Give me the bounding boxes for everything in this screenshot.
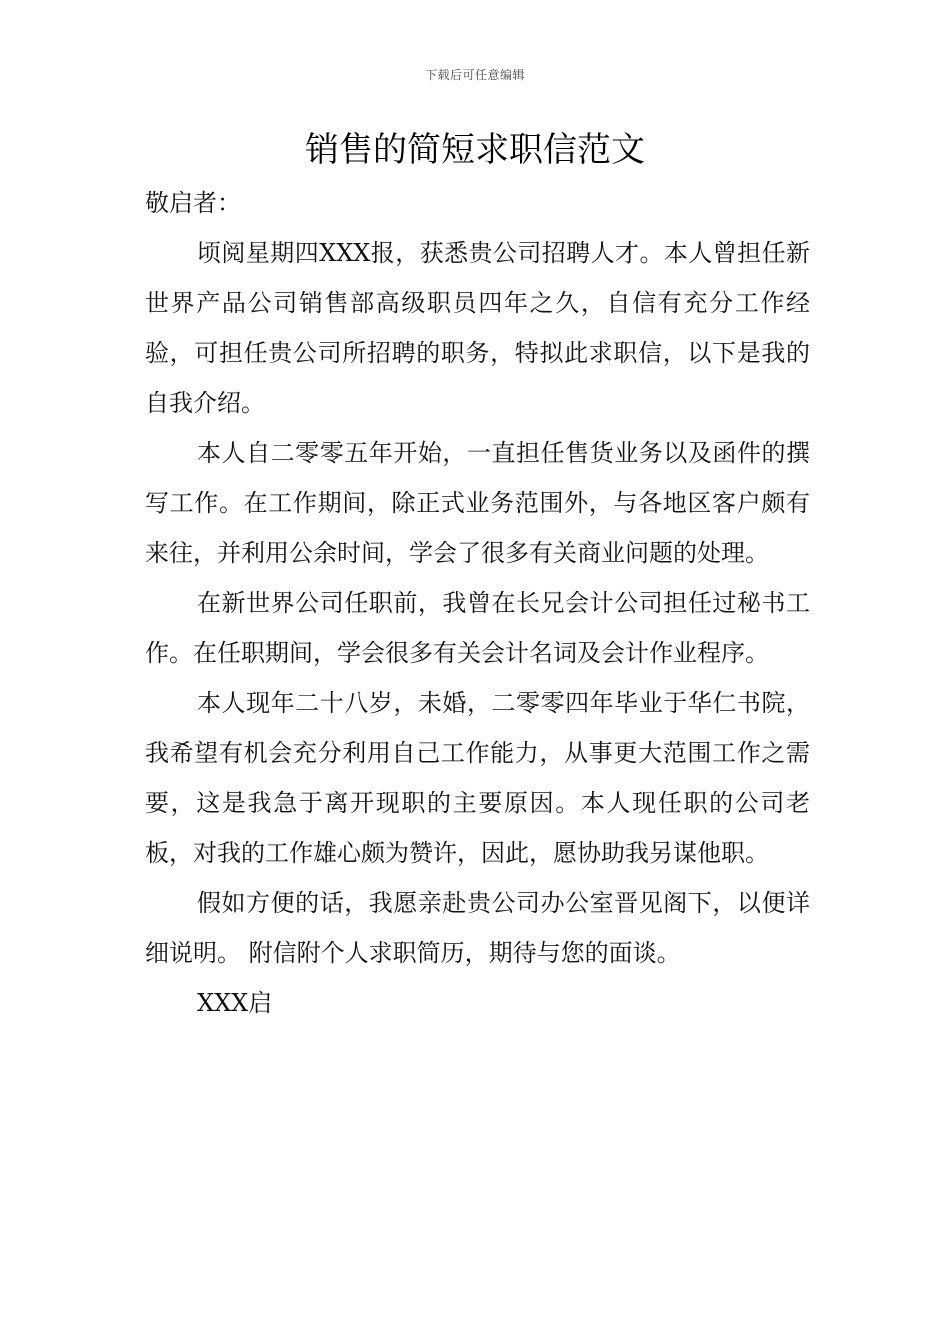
header-note: 下载后可任意编辑 [424, 68, 525, 82]
paragraph-previous-job: 在新世界公司任职前，我曾在长兄会计公司担任过秘书工作。在任职期间，学会很多有关会计名词及会计作业程序。 [145, 589, 810, 667]
signature: XXX启 [197, 989, 273, 1017]
paragraph-personal: 本人现年二十八岁，未婚，二零零四年毕业于华仁书院，我希望有机会充分利用自己工作能力，从事更大范围工作之需要，这是我急于离开现职的主要原因。本人现任职的公司老板，对我的工作雄心颇为赞许，因此，愿协助我另谋他职。 [145, 689, 810, 867]
salutation: 敬启者： [145, 189, 241, 217]
paragraph-experience: 本人自二零零五年开始，一直担任售货业务以及函件的撰写工作。在工作期间，除正式业务范围外，与各地区客户颇有来往，并利用公余时间，学会了很多有关商业问题的处理。 [145, 439, 810, 567]
paragraph-intro: 顷阅星期四XXX报，获悉贵公司招聘人才。本人曾担任新世界产品公司销售部高级职员四年之久，自信有充分工作经验，可担任贵公司所招聘的职务，特拟此求职信，以下是我的自我介绍。 [145, 239, 810, 417]
letter-body [145, 178, 810, 1028]
document-title: 销售的简短求职信范文 [305, 130, 645, 170]
paragraph-closing: 假如方便的话，我愿亲赴贵公司办公室晋见阁下，以便详细说明。 附信附个人求职简历，期待与您的面谈。 [145, 889, 810, 967]
